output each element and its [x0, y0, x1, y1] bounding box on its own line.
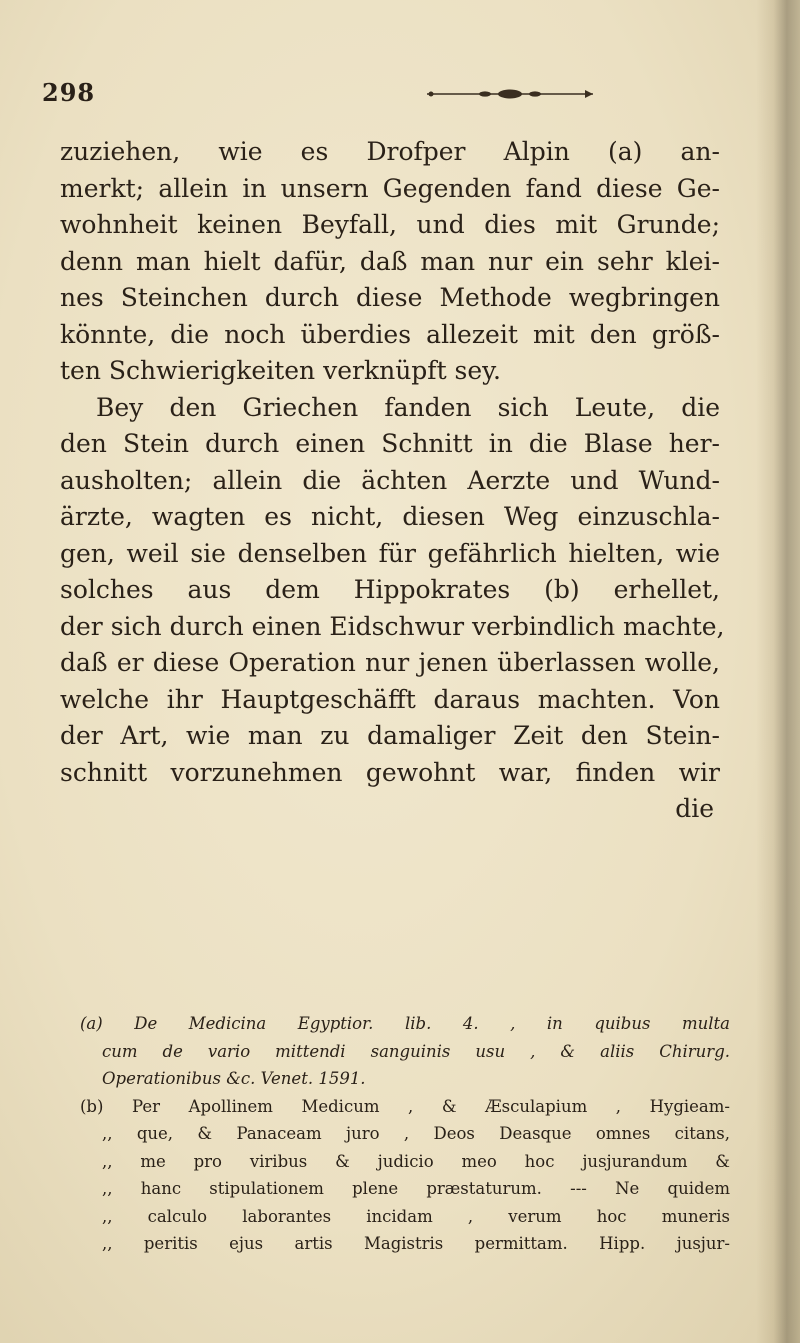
- footnote-line: Operationibus &c. Venet. 1591.: [102, 1069, 366, 1088]
- footnote-line: cum de vario mittendi sanguinis usu , & aliis Chirurg.: [102, 1041, 730, 1061]
- page-edge-shadow: [756, 0, 800, 1343]
- text-line: welche ihr Hauptgeschäfft daraus machten. Von: [60, 684, 720, 714]
- text-line: zuziehen, wie es Drofper Alpin (a) an-: [60, 137, 720, 166]
- text-line: den Stein durch einen Schnitt in die Blase her-: [60, 429, 720, 458]
- text-line: der Art, wie man zu damaliger Zeit den Stein-: [60, 721, 720, 750]
- footnote-line: ,, me pro viribus & judicio meo hoc jusjurandum &: [102, 1151, 730, 1171]
- text-line: schnitt vorzunehmen gewohnt war, finden wir: [60, 757, 720, 787]
- text-line: gen, weil sie denselben für gefährlich hielten, wie: [60, 538, 720, 568]
- main-text-block: [60, 134, 725, 828]
- catchword: die: [675, 794, 714, 823]
- footnotes-block: [80, 1010, 730, 1258]
- page-number: 298: [42, 78, 96, 107]
- footnote-line: ,, que, & Panaceam juro , Deos Deasque omnes citans,: [102, 1124, 730, 1143]
- text-line: der sich durch einen Eidschwur verbindlich machte,: [60, 611, 725, 641]
- footnote-line: ,, hanc stipulationem plene præstaturum. --- Ne quidem: [102, 1179, 730, 1198]
- text-line: ausholten; allein die ächten Aerzte und Wund-: [60, 465, 720, 495]
- text-line: daß er diese Operation nur jenen überlassen wolle,: [60, 648, 720, 677]
- text-line: ten Schwierigkeiten verknüpft sey.: [60, 356, 501, 385]
- footnote-line: (b) Per Apollinem Medicum , & Æsculapium , Hygieam-: [80, 1096, 730, 1116]
- footnote-line: (a) De Medicina Egyptior. lib. 4. , in quibus multa: [80, 1014, 730, 1033]
- text-line: denn man hielt dafür, daß man nur ein sehr klei-: [60, 246, 720, 276]
- footnote-line: ,, peritis ejus artis Magistris permittam. Hipp. jusjur-: [102, 1234, 730, 1253]
- footnote-line: ,, calculo laborantes incidam , verum hoc muneris: [102, 1206, 730, 1226]
- text-line: könnte, die noch überdies allezeit mit den größ-: [60, 319, 720, 349]
- text-line: nes Steinchen durch diese Methode wegbringen: [60, 283, 720, 312]
- header-ornament: [425, 88, 595, 100]
- text-line: merkt; allein in unsern Gegenden fand diese Ge-: [60, 173, 720, 203]
- text-line: solches aus dem Hippokrates (b) erhellet,: [60, 575, 720, 604]
- text-line: Bey den Griechen fanden sich Leute, die: [96, 392, 720, 422]
- text-line: ärzte, wagten es nicht, diesen Weg einzuschla-: [60, 502, 720, 531]
- text-line: wohnheit keinen Beyfall, und dies mit Grunde;: [60, 210, 720, 239]
